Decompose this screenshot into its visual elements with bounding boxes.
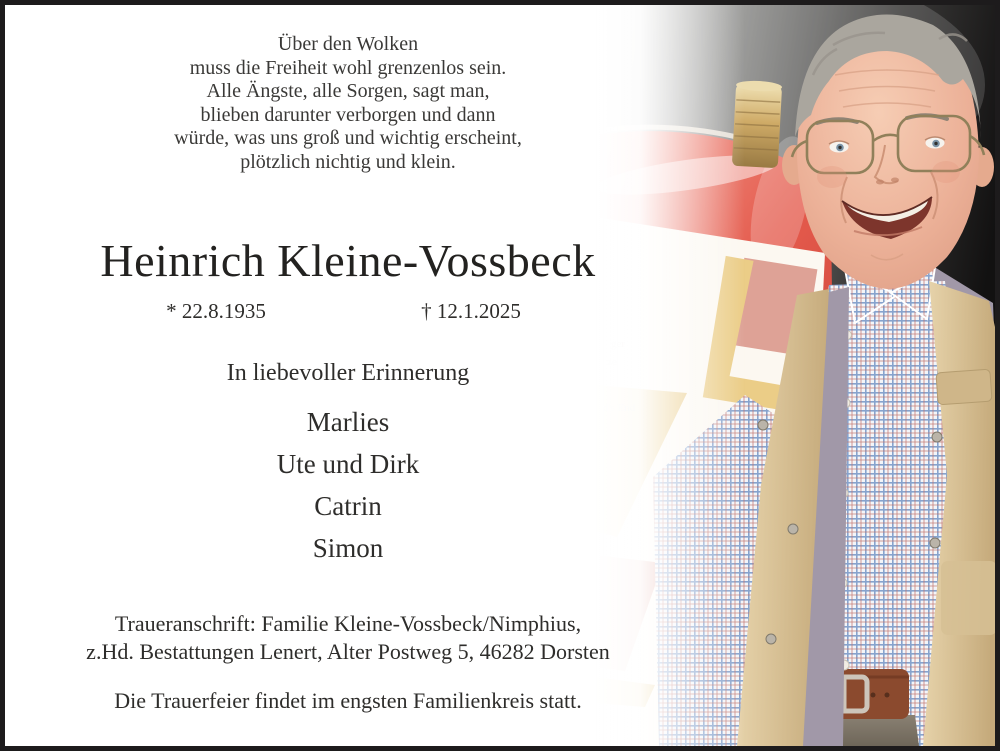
mourner-name: Ute und Dirk	[276, 449, 420, 479]
poem-line: Alle Ängste, alle Sorgen, sagt man,	[206, 80, 490, 102]
funeral-address-line-1: Traueranschrift: Familie Kleine-Vossbeck/Nimphius,	[114, 611, 582, 636]
funeral-address-line-2: z.Hd. Bestattungen Lenert, Alter Postweg 5, 46282 Dorsten	[86, 639, 610, 664]
mourner-name: Catrin	[314, 491, 382, 521]
mourners-list	[277, 401, 419, 569]
mourner-name: Simon	[312, 533, 384, 563]
deceased-name: Heinrich Kleine-Vossbeck	[100, 235, 596, 286]
poem	[174, 33, 522, 174]
funeral-note: Die Trauerfeier findet im engsten Familienkreis statt.	[114, 688, 582, 713]
birth-date: * 22.8.1935	[166, 299, 266, 323]
poem-line: würde, was uns groß und wichtig erscheint,	[174, 127, 522, 149]
mourner-name: Marlies	[306, 407, 390, 437]
memorial-intro: In liebevoller Erinnerung	[226, 360, 470, 386]
obituary-text	[5, 5, 995, 746]
poem-line: plötzlich nichtig und klein.	[240, 150, 456, 173]
poem-line: Über den Wolken	[277, 33, 419, 55]
poem-line: blieben darunter verborgen und dann	[200, 103, 496, 126]
death-date: † 12.1.2025	[421, 299, 521, 323]
poem-line: muss die Freiheit wohl grenzenlos sein.	[189, 56, 507, 79]
